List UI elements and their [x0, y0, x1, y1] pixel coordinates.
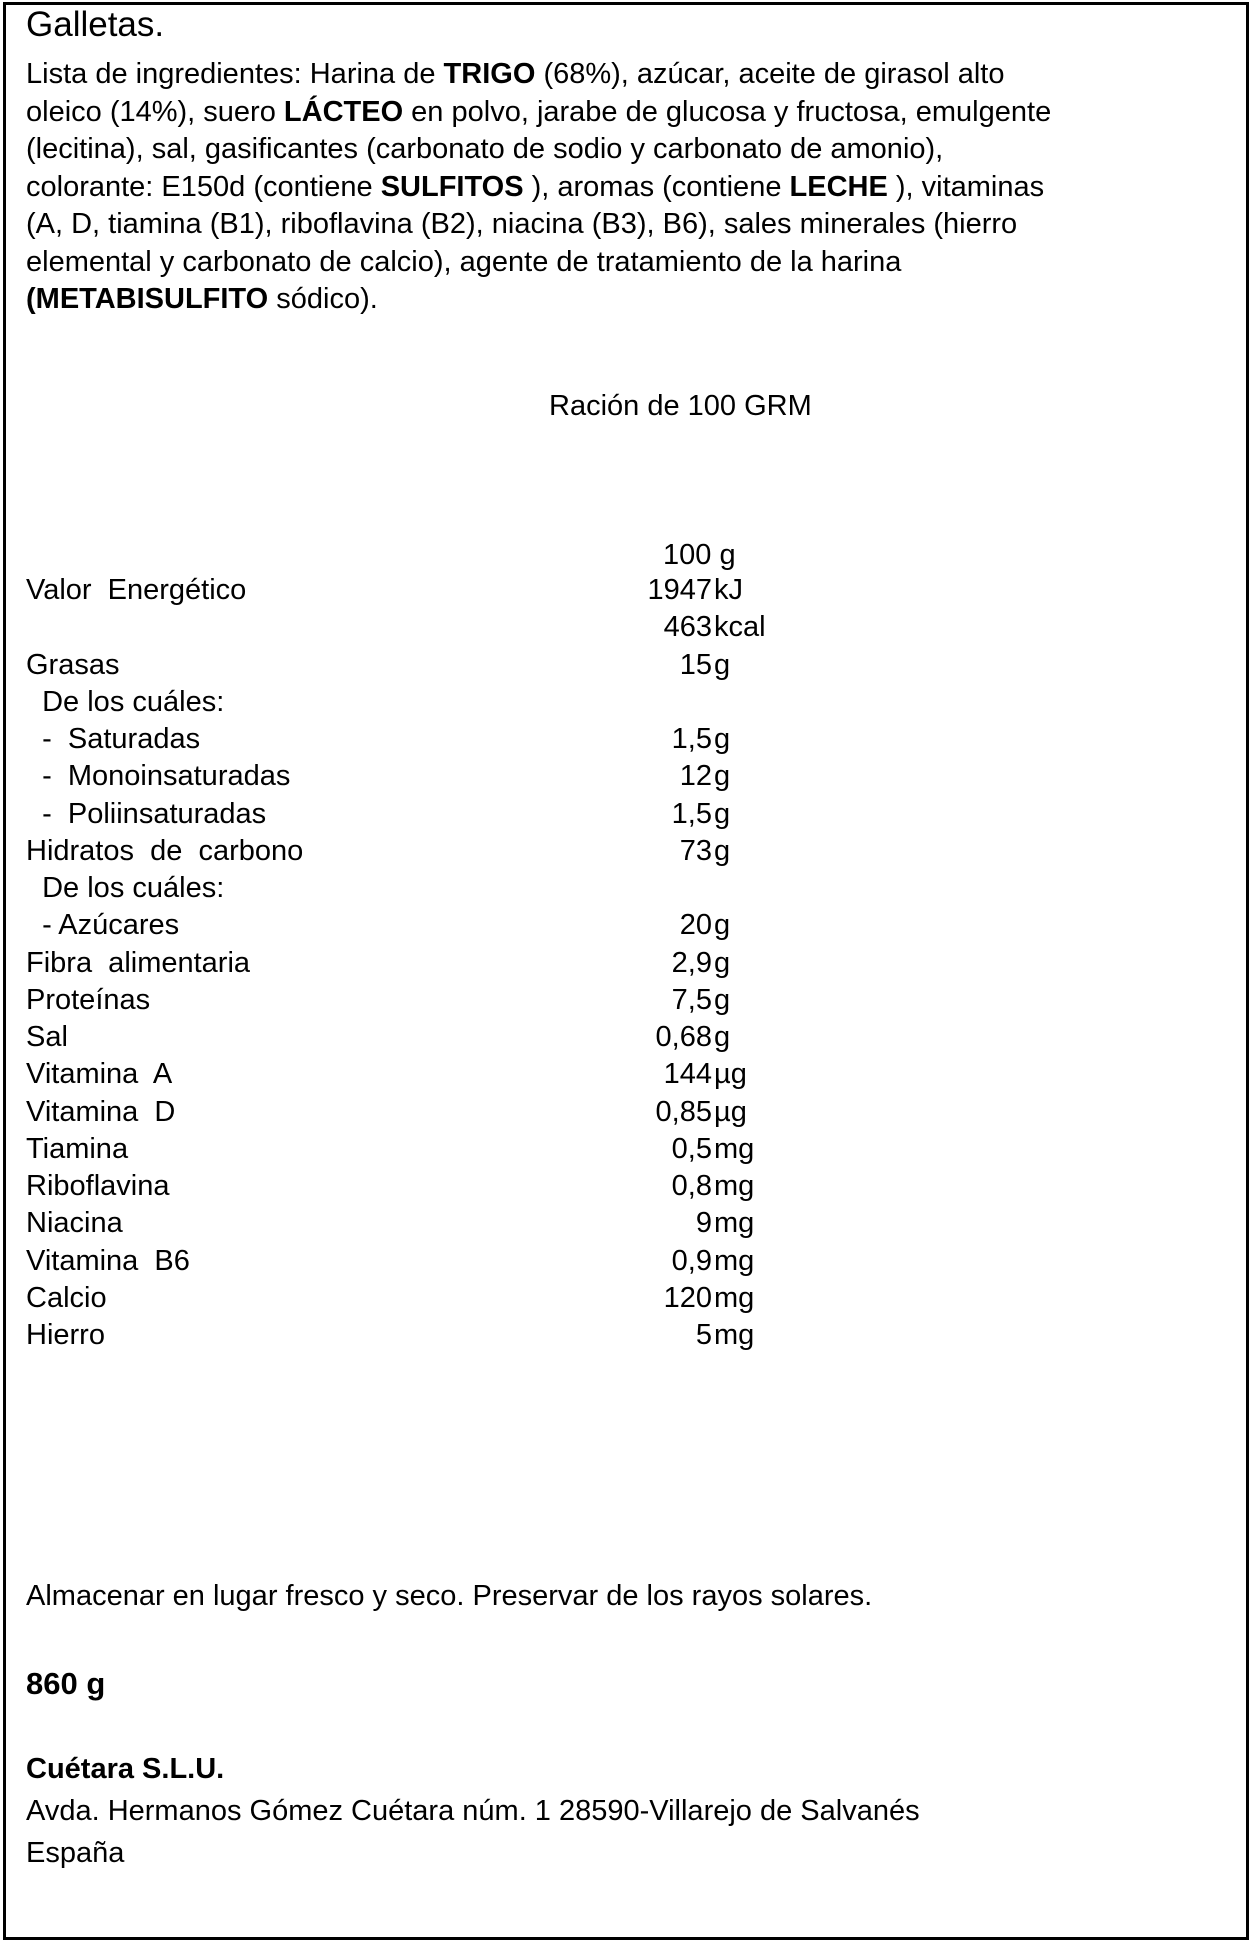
storage-instructions: Almacenar en lugar fresco y seco. Preservar de los rayos solares. [26, 1580, 873, 1612]
nutrient-label: Hierro [26, 1319, 105, 1351]
nutrient-unit: mg [714, 1170, 755, 1202]
nutrient-label: Grasas [26, 648, 120, 681]
nutrient-label: Calcio [26, 1281, 107, 1314]
ingredients-line [26, 281, 1216, 319]
nutrient-unit: mg [714, 1132, 755, 1165]
ingredients-line [26, 244, 1216, 282]
ingredient-text: sódico). [268, 283, 378, 315]
nutrient-unit: g [714, 648, 731, 681]
ingredient-text: ), vitaminas [887, 170, 1045, 203]
nutrient-unit: g [714, 909, 731, 942]
nutrient-unit: kJ [714, 574, 743, 606]
nutrient-unit: mg [714, 1281, 755, 1314]
ingredient-text: (68%), azúcar, aceite de girasol alto [535, 58, 1005, 90]
allergen-text: LECHE [789, 170, 888, 203]
nutrient-value: 1947 [647, 574, 712, 606]
allergen-text: SULFITOS [380, 170, 524, 203]
nutrient-label: - Saturadas [26, 723, 201, 755]
nutrient-value: 12 [679, 760, 712, 793]
ingredients-line [26, 169, 1216, 207]
nutrient-value: 5 [695, 1319, 712, 1351]
ingredients-list [26, 56, 1216, 319]
nutrient-unit: mg [714, 1207, 755, 1240]
nutrient-value: 7,5 [671, 983, 712, 1016]
nutrient-value: 0,9 [671, 1244, 712, 1277]
nutrient-label: Riboflavina [26, 1170, 170, 1202]
nutrient-value: 0,68 [655, 1021, 712, 1053]
nutrient-unit: g [714, 723, 731, 755]
nutrient-unit: g [714, 946, 731, 979]
nutrient-label: Valor Energético [26, 574, 247, 606]
nutrient-unit: µg [714, 1095, 747, 1128]
ingredients-line [26, 94, 1216, 132]
allergen-text: LÁCTEO [283, 95, 404, 128]
ingredient-text: elemental y carbonato de calcio), agente de tratamiento de la harina [26, 245, 902, 278]
nutrient-value: 9 [695, 1207, 712, 1240]
ingredients-line [26, 131, 1216, 169]
nutrient-unit: g [714, 1021, 731, 1053]
nutrient-unit: g [714, 983, 731, 1016]
nutrient-label: Hidratos de carbono [26, 834, 304, 867]
nutrient-label: De los cuáles: [26, 872, 225, 904]
nutrient-value: 0,85 [655, 1095, 712, 1128]
nutrient-unit: mg [714, 1244, 755, 1277]
nutrient-unit: g [714, 834, 731, 867]
nutrient-value: 144 [663, 1058, 712, 1091]
nutrient-label: Vitamina D [26, 1095, 176, 1128]
nutrient-value: 120 [663, 1281, 712, 1314]
ingredients-line [26, 56, 1216, 94]
net-weight: 860 g [26, 1666, 106, 1701]
nutrient-label: Vitamina B6 [26, 1244, 190, 1277]
ingredient-text: (A, D, tiamina (B1), riboflavina (B2), niacina (B3), B6), sales minerales (hierro [26, 208, 1018, 240]
ingredients-line [26, 206, 1216, 244]
ingredient-text: en polvo, jarabe de glucosa y fructosa, emulgente [403, 95, 1052, 128]
nutrient-value: 1,5 [671, 723, 712, 755]
manufacturer-country: España [26, 1837, 125, 1869]
nutrient-value: 0,5 [671, 1132, 712, 1165]
allergen-text: (METABISULFITO [26, 283, 269, 315]
serving-label: Ración de 100 GRM [549, 390, 812, 422]
product-title: Galletas. [26, 5, 165, 44]
nutrient-unit: mg [714, 1319, 755, 1351]
nutrient-value: 15 [679, 648, 712, 681]
nutrient-label: Sal [26, 1021, 68, 1053]
nutrient-value: 20 [679, 909, 712, 942]
ingredient-text: colorante: E150d (contiene [26, 170, 381, 203]
ingredient-text: Lista de ingredientes: Harina de [26, 58, 444, 90]
nutrient-label: Niacina [26, 1207, 123, 1240]
nutrient-label: - Poliinsaturadas [26, 797, 267, 830]
nutrient-value: 463 [663, 611, 712, 644]
nutrition-column-header: 100 g [663, 539, 736, 571]
nutrient-label: De los cuáles: [26, 685, 225, 718]
nutrient-label: Tiamina [26, 1132, 129, 1165]
nutrient-label: - Monoinsaturadas [26, 760, 291, 793]
nutrient-value: 1,5 [671, 797, 712, 830]
nutrient-label: Proteínas [26, 983, 151, 1016]
nutrient-unit: kcal [714, 611, 766, 644]
manufacturer-name: Cuétara S.L.U. [26, 1753, 225, 1785]
nutrient-unit: µg [714, 1058, 747, 1091]
manufacturer-address: Avda. Hermanos Gómez Cuétara núm. 1 28590-Villarejo de Salvanés [26, 1795, 920, 1827]
ingredient-text: (lecitina), sal, gasificantes (carbonato de sodio y carbonato de amonio), [26, 133, 944, 165]
nutrient-value: 0,8 [671, 1170, 712, 1202]
nutrient-unit: g [714, 797, 731, 830]
nutrient-label: - Azúcares [26, 909, 180, 942]
nutrient-label: Vitamina A [26, 1058, 173, 1091]
nutrient-unit: g [714, 760, 731, 793]
nutrient-value: 73 [679, 834, 712, 867]
nutrient-value: 2,9 [671, 946, 712, 979]
nutrient-label: Fibra alimentaria [26, 946, 251, 979]
ingredient-text: oleico (14%), suero [26, 95, 284, 128]
ingredient-text: ), aromas (contiene [523, 170, 790, 203]
allergen-text: TRIGO [443, 58, 536, 90]
